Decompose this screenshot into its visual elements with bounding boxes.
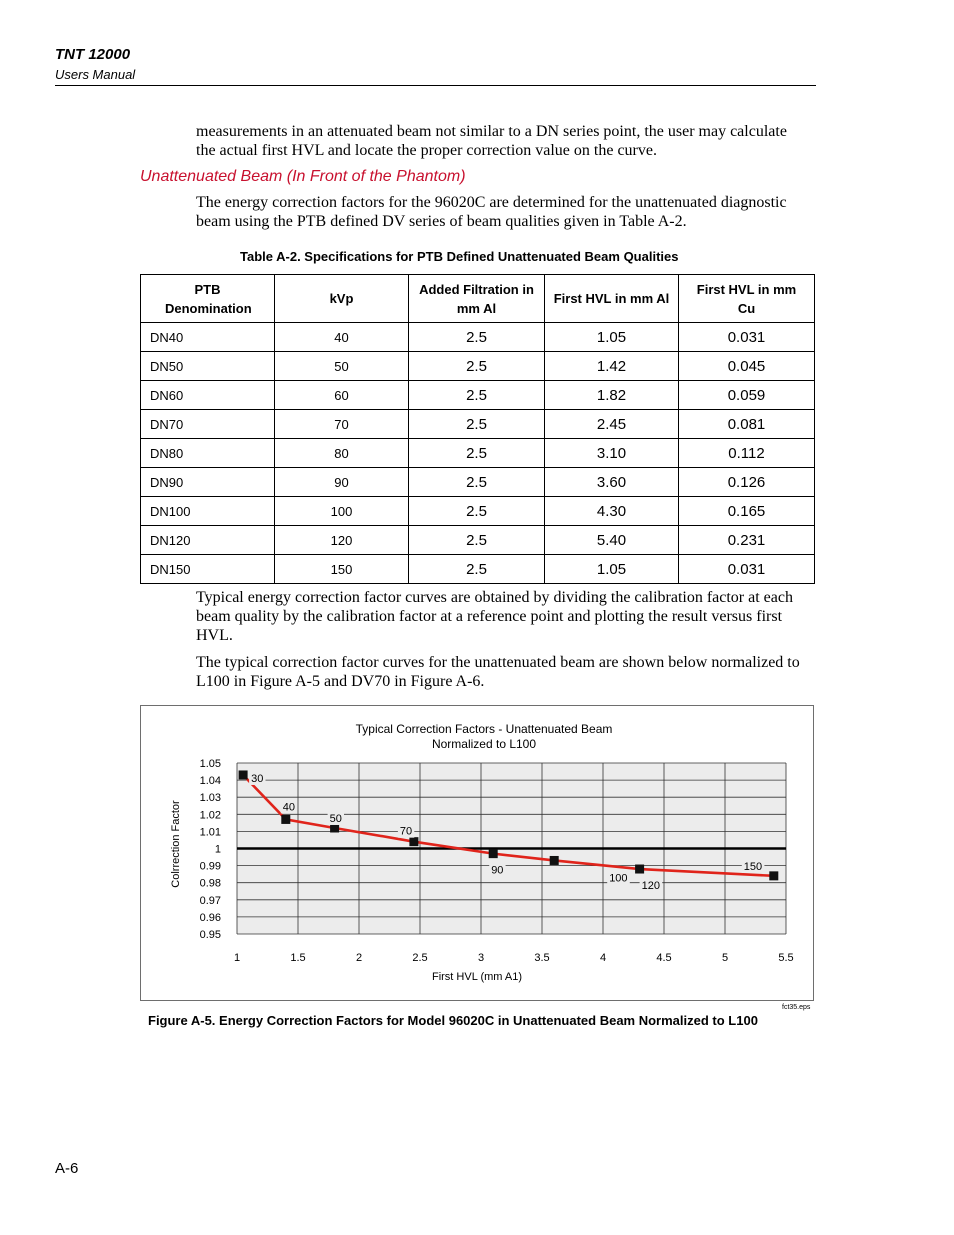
x-axis-label: First HVL (mm A1) <box>431 971 523 983</box>
cell-kvp: 90 <box>275 468 409 497</box>
table-row <box>141 526 815 555</box>
cell-hvl-al: 1.05 <box>545 323 679 352</box>
cell-hvl-cu: 0.081 <box>679 410 815 439</box>
header-ptb-denomination: PTB Denomination <box>141 275 275 323</box>
y-tick-label: 1.02 <box>199 809 221 822</box>
cell-filtration: 2.5 <box>409 526 545 555</box>
cell-hvl-cu: 0.031 <box>679 555 815 584</box>
header-kvp: kVp <box>275 275 409 323</box>
y-tick-label: 1 <box>214 843 221 856</box>
cell-hvl-cu: 0.112 <box>679 439 815 468</box>
cell-denomination: DN80 <box>141 439 275 468</box>
correction-factor-chart <box>141 706 813 1000</box>
data-label: 30 <box>251 772 264 785</box>
cell-denomination: DN50 <box>141 352 275 381</box>
cell-hvl-cu: 0.165 <box>679 497 815 526</box>
curves-paragraph: The typical correction factor curves for the unattenuated beam are shown below normalized to L100 in Figure A-5 and DV70 in Figure A-6. <box>196 654 800 690</box>
data-label: 150 <box>743 860 763 873</box>
cell-hvl-cu: 0.045 <box>679 352 815 381</box>
x-tick-label: 4.5 <box>656 952 672 964</box>
x-tick-label: 3.5 <box>534 952 550 964</box>
cell-hvl-cu: 0.031 <box>679 323 815 352</box>
x-tick-label: 2 <box>355 952 363 964</box>
table-row <box>141 439 815 468</box>
cell-filtration: 2.5 <box>409 410 545 439</box>
typical-paragraph: Typical energy correction factor curves are obtained by dividing the calibration factor at each beam quality by the calibration factor at a reference point and plotting the result versus first HVL. <box>196 589 793 644</box>
cell-filtration: 2.5 <box>409 555 545 584</box>
y-tick-label: 0.96 <box>199 911 221 924</box>
x-tick-label: 5 <box>721 952 729 964</box>
cell-denomination: DN70 <box>141 410 275 439</box>
cell-hvl-al: 1.42 <box>545 352 679 381</box>
x-tick-label: 2.5 <box>412 952 428 964</box>
table-row <box>141 497 815 526</box>
data-point <box>281 815 290 824</box>
y-tick-label: 0.99 <box>199 860 221 873</box>
chart-title: Typical Correction Factors - Unattenuated Beam <box>355 722 613 736</box>
data-point <box>239 770 248 779</box>
cell-filtration: 2.5 <box>409 381 545 410</box>
cell-hvl-al: 4.30 <box>545 497 679 526</box>
table-row <box>141 352 815 381</box>
data-label: 50 <box>329 812 342 825</box>
data-point <box>635 865 644 874</box>
figure-file-tag: fct35.eps <box>782 1004 811 1011</box>
chart-frame <box>140 705 814 1001</box>
x-tick-label: 3 <box>477 952 485 964</box>
table-row <box>141 381 815 410</box>
x-tick-label: 4 <box>599 952 607 964</box>
intro-paragraph: measurements in an attenuated beam not similar to a DN series point, the user may calculate the actual first HVL and locate the proper correction value on the curve. <box>196 123 787 159</box>
header-first-hvl-al: First HVL in mm Al <box>545 275 679 323</box>
cell-kvp: 40 <box>275 323 409 352</box>
cell-denomination: DN100 <box>141 497 275 526</box>
cell-hvl-cu: 0.231 <box>679 526 815 555</box>
cell-hvl-cu: 0.059 <box>679 381 815 410</box>
y-tick-label: 0.98 <box>199 877 221 890</box>
section-heading: Unattenuated Beam (In Front of the Phantom) <box>140 168 466 185</box>
y-tick-label: 0.97 <box>199 894 221 907</box>
chart-subtitle: Normalized to L100 <box>431 737 537 751</box>
x-tick-label: 1.5 <box>290 952 306 964</box>
cell-hvl-al: 3.60 <box>545 468 679 497</box>
data-label: 100 <box>609 872 628 885</box>
y-tick-label: 1.03 <box>199 792 221 805</box>
cell-kvp: 120 <box>275 526 409 555</box>
table-caption: Table A-2. Specifications for PTB Defined Unattenuated Beam Qualities <box>240 249 679 264</box>
cell-hvl-al: 1.05 <box>545 555 679 584</box>
cell-kvp: 150 <box>275 555 409 584</box>
cell-hvl-al: 5.40 <box>545 526 679 555</box>
energy-paragraph: The energy correction factors for the 96020C are determined for the unattenuated diagnostic beam using the PTB defined DV series of beam qualities given in Table A-2. <box>196 194 787 230</box>
cell-kvp: 60 <box>275 381 409 410</box>
header-added-filtration: Added Filtration in mm Al <box>409 275 545 323</box>
cell-hvl-al: 1.82 <box>545 381 679 410</box>
cell-hvl-al: 3.10 <box>545 439 679 468</box>
data-point <box>550 856 559 865</box>
table-row <box>141 323 815 352</box>
table-header-row <box>141 275 815 323</box>
x-tick-label: 1 <box>233 952 241 964</box>
cell-kvp: 70 <box>275 410 409 439</box>
y-tick-label: 0.95 <box>199 929 221 941</box>
cell-denomination: DN120 <box>141 526 275 555</box>
data-label: 90 <box>491 864 504 877</box>
cell-denomination: DN60 <box>141 381 275 410</box>
manual-title: TNT 12000 <box>55 46 131 63</box>
y-axis-label: Colrrection Factor <box>170 800 182 888</box>
cell-filtration: 2.5 <box>409 352 545 381</box>
cell-kvp: 80 <box>275 439 409 468</box>
table-row <box>141 468 815 497</box>
data-point <box>409 837 418 846</box>
cell-hvl-cu: 0.126 <box>679 468 815 497</box>
data-point <box>769 871 778 880</box>
header-rule <box>55 85 816 86</box>
cell-filtration: 2.5 <box>409 323 545 352</box>
table-row <box>141 410 815 439</box>
data-label: 40 <box>282 801 296 814</box>
x-tick-label: 5.5 <box>778 952 794 964</box>
cell-denomination: DN150 <box>141 555 275 584</box>
cell-denomination: DN40 <box>141 323 275 352</box>
y-tick-label: 1.01 <box>199 826 221 839</box>
cell-filtration: 2.5 <box>409 468 545 497</box>
data-point <box>489 849 498 858</box>
beam-quality-table <box>140 274 815 584</box>
cell-hvl-al: 2.45 <box>545 410 679 439</box>
figure-caption: Figure A-5. Energy Correction Factors for Model 96020C in Unattenuated Beam Normalized to L100 <box>148 1013 758 1028</box>
manual-subtitle: Users Manual <box>55 67 136 82</box>
data-label: 70 <box>399 825 413 838</box>
y-tick-label: 1.04 <box>199 775 221 788</box>
cell-denomination: DN90 <box>141 468 275 497</box>
y-tick-label: 1.05 <box>199 758 221 770</box>
data-label: 120 <box>641 880 660 893</box>
header-first-hvl-cu: First HVL in mm Cu <box>679 275 815 323</box>
table-row <box>141 555 815 584</box>
cell-filtration: 2.5 <box>409 439 545 468</box>
cell-kvp: 100 <box>275 497 409 526</box>
cell-kvp: 50 <box>275 352 409 381</box>
cell-filtration: 2.5 <box>409 497 545 526</box>
page-number: A-6 <box>55 1160 79 1177</box>
